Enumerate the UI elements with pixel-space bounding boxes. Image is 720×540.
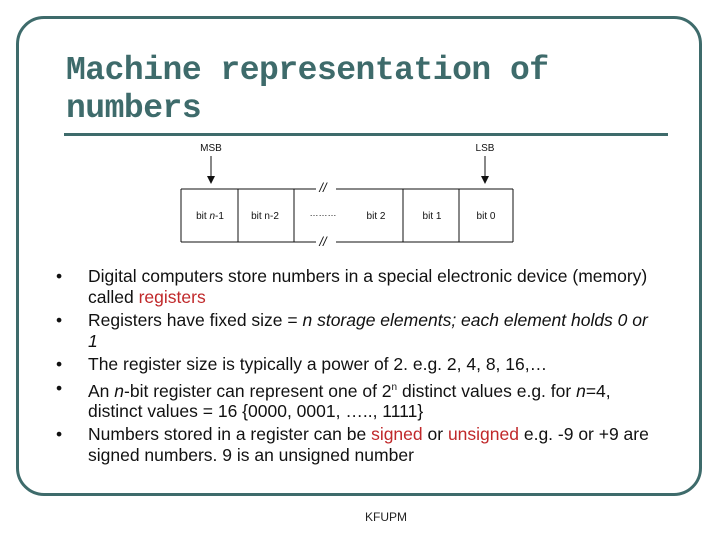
bullet-item: • Digital computers store numbers in a special electronic device (memory) called registers (56, 266, 648, 307)
bullet-dot: • (56, 424, 63, 445)
lsb-label: LSB (475, 143, 495, 154)
cell-bit-2: bit 2 (366, 211, 386, 222)
bullet-dot: • (56, 266, 63, 286)
highlight-unsigned: unsigned (447, 424, 519, 445)
slide-title: Machine representation of numbers (66, 52, 549, 127)
cell-bit-n-minus-2: bit n-2 (251, 211, 279, 222)
bullet-dot: • (56, 354, 63, 374)
lsb-arrow (481, 156, 489, 184)
bullet-dot: • (56, 310, 63, 330)
bullet-item: • Numbers stored in a register can be signed or unsigned e.g. -9 or +9 are signed numbers. 9 is an unsigned number (56, 424, 649, 465)
bullet-list (56, 266, 656, 468)
msb-arrow (207, 156, 215, 184)
cell-bit-1: bit 1 (422, 211, 442, 222)
highlight-signed: signed (371, 424, 423, 445)
bullet-item: • The register size is typically a power of 2. e.g. 2, 4, 8, 16,… (56, 354, 548, 374)
msb-label: MSB (200, 143, 222, 154)
bullet-item: • Registers have fixed size = n storage elements; each element holds 0 or 1 (56, 310, 648, 351)
cell-ellipsis: ……… (309, 208, 337, 218)
break-mark-bottom: // (319, 234, 327, 249)
register-box (181, 189, 513, 242)
footer-label: KFUPM (365, 510, 407, 524)
bullet-item: • An n-bit register can represent one of 2$^n$ distinct values e.g. for n=4, distinct values = 16 {0000, 0001, ….., 1111} (56, 377, 611, 421)
bullet-dot: • (56, 377, 63, 398)
cell-bit-0: bit 0 (476, 211, 496, 222)
highlight-registers: registers (138, 286, 206, 307)
cell-bit-n-minus-1: bit n-1 (196, 211, 224, 222)
break-mark-top: // (319, 180, 327, 195)
